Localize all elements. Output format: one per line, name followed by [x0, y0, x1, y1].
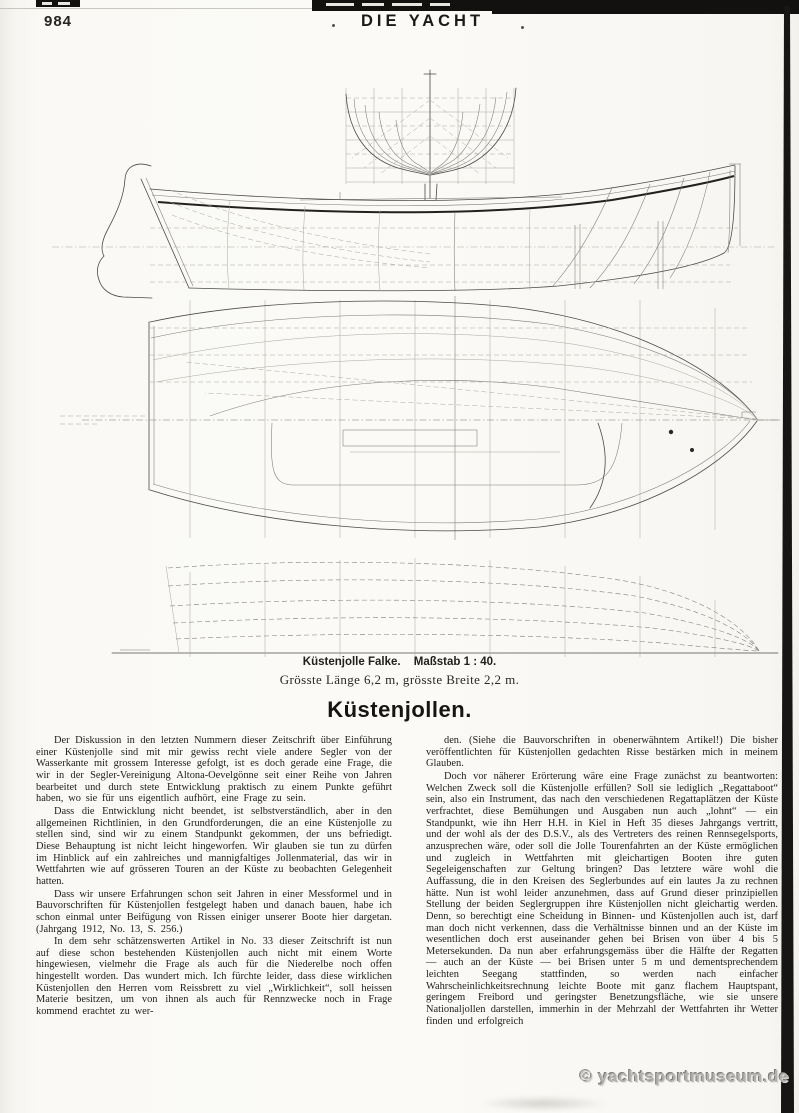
watermark: © yachtsportmuseum.de — [579, 1067, 789, 1086]
body-plan-view — [300, 70, 562, 200]
paragraph: Dass wir unsere Erfahrungen schon seit Jahren in einer Messformel und in Bauvorschriften für Küstenjollen festgelegt haben und danach bauen, habe ich schon einmal unter Beifügung von Rissen einiger unserer Boote hier dargetan. (Jahrgang 1912, No. 13, S. 256.) — [36, 888, 392, 935]
figure-caption-scale: Maßstab 1 : 40. — [413, 656, 497, 668]
lines-plan-drawing — [0, 60, 799, 665]
paragraph: Der Diskussion in den letzten Nummern dieser Zeitschrift über Einführung einer Küstenjolle sind mit mir gewiss recht viele andere Segler von der Wasserkante mit grossem Interesse gefolgt, ist es doch gerade eine Frage, die wir in der Segler-Vereinigung Altona-Oevelgönne seit einer Reihe von Jahren bearbeitet und durch stete Entwicklung praktisch zu einem Punkte geführt haben, wo sie für uns eigentlich aufhört, eine Frage zu sein. — [36, 735, 392, 805]
page-number: 984 — [44, 13, 73, 30]
ink-dot — [332, 24, 335, 27]
paragraph: In dem sehr schätzenswerten Artikel in No. 33 dieser Zeitschrift ist nun auf diese schon bestehenden Küstenjollen auch nicht mit einem Worte hingewiesen, vielmehr die Frage als auch für die Niederelbe noch offen hingestellt worden. Das wundert mich. Ich fürchte leider, dass diese wirklichen Küstenjollen den Herren vom Reissbrett zu viel „Wirklichkeit“, soll heissen Materie besitzen, um von ihnen als auch für Rennzwecke noch in Frage kommend erachtet zu wer- — [36, 936, 392, 1018]
half-breadth-plan-view — [60, 296, 780, 540]
figure-caption-title: Küstenjolle Falke. — [302, 656, 401, 668]
figure-caption-dimensions: Grösste Länge 6,2 m, grösste Breite 2,2 m. — [279, 672, 520, 687]
scan-smudge — [478, 1096, 608, 1111]
scan-edge-fragment-left — [36, 0, 80, 7]
sheer-plan-view — [52, 164, 775, 298]
ink-dot — [521, 26, 524, 29]
article-column-right — [426, 735, 778, 1027]
paragraph: Doch vor näherer Erörterung wäre eine Frage zunächst zu beantworten: Welchen Zweck soll die Küstenjolle erfüllen? Soll sie lediglich „Regattaboot“ sein, also ein Instrument, das nach den verschiedenen Regattaplätzen der Küste verfrachtet, diese Bemühungen und Ausgaben nun auch „lohnt“ — ein Standpunkt, wie ihn Herr H.H. in Kiel in Heft 35 dieses Jahrgangs vertritt, und der wohl als der des D.S.V., als des Vertreters des reinen Rennsegelsports, anzusprechen wäre, oder soll die Jolle Tourenfahrten an der Küste ermöglichen und zugleich in Wettfahrten mit gleichartigen Booten ihre guten Segeleigenschaften zur Geltung bringen? Das letztere wäre wohl die Auffassung, die in den Kreisen des Seglerbundes auf ein lautes Ja zu rechnen hätte. Nun ist wohl leider anzunehmen, dass auf Grund dieser prinzipiellen Stellung der beiden Seglergruppen ihre Küstenjollen nicht gleichartig werden. Denn, so berechtigt eine Scheidung in Binnen- und Küstenjollen auch ist, darf man doch nicht verkennen, dass die Verhältnisse binnen und an der Küste im wesentlichen doch erst auseinander gehen bei Brisen von über 4 bis 5 Metersekunden. Da nun aber erfahrungsgemäss über die Hälfte der Regatten — auch an der Küste — bei Brisen unter 5 m und dementsprechendem leichten Seegang stattfinden, so werden nach einfacher Wahrscheinlichkeitsrechnung leichte Boote mit ganz flachem Hauptspant, geringem Freibord und geringster Benetzungsfläche, wie sie unsere Nationaljollen darstellen, immerhin in der Mehrzahl der Wettfahrten ihr Wetter finden und erfolgreich — [426, 770, 778, 1027]
scan-edge-line — [0, 8, 314, 9]
scan-edge-band-center — [312, 0, 494, 11]
paragraph: Dass die Entwicklung nicht beendet, ist selbstverständlich, aber in den allgemeinen Richtlinien, in den Grundforderungen, die an eine Küstenjolle zu stellen sind, sind wir zu einem Standpunkt gekommen, der uns befriedigt. Diese Behauptung ist nicht leicht hingeworfen. Wir glauben sie tun zu dürfen im Hinblick auf ein zahlreiches und mannigfaltiges Jollenmaterial, das wir in Wettfahrten wie auf grösseren Touren an der Küste zu beobachten Gelegenheit hatten. — [36, 805, 392, 887]
article-title: Küstenjollen. — [327, 697, 472, 722]
article-column-left — [36, 735, 392, 1027]
paragraph: den. (Siehe die Bauvorschriften in obenerwähntem Artikel!) Die bisher veröffentlichten für Küstenjollen gedachten Risse bestärken mich in meinem Glauben. — [426, 735, 778, 770]
diagonals-plan-view — [112, 558, 778, 657]
figure-caption — [0, 656, 799, 668]
masthead-title: DIE YACHT — [360, 12, 485, 30]
article-body — [36, 735, 778, 1027]
